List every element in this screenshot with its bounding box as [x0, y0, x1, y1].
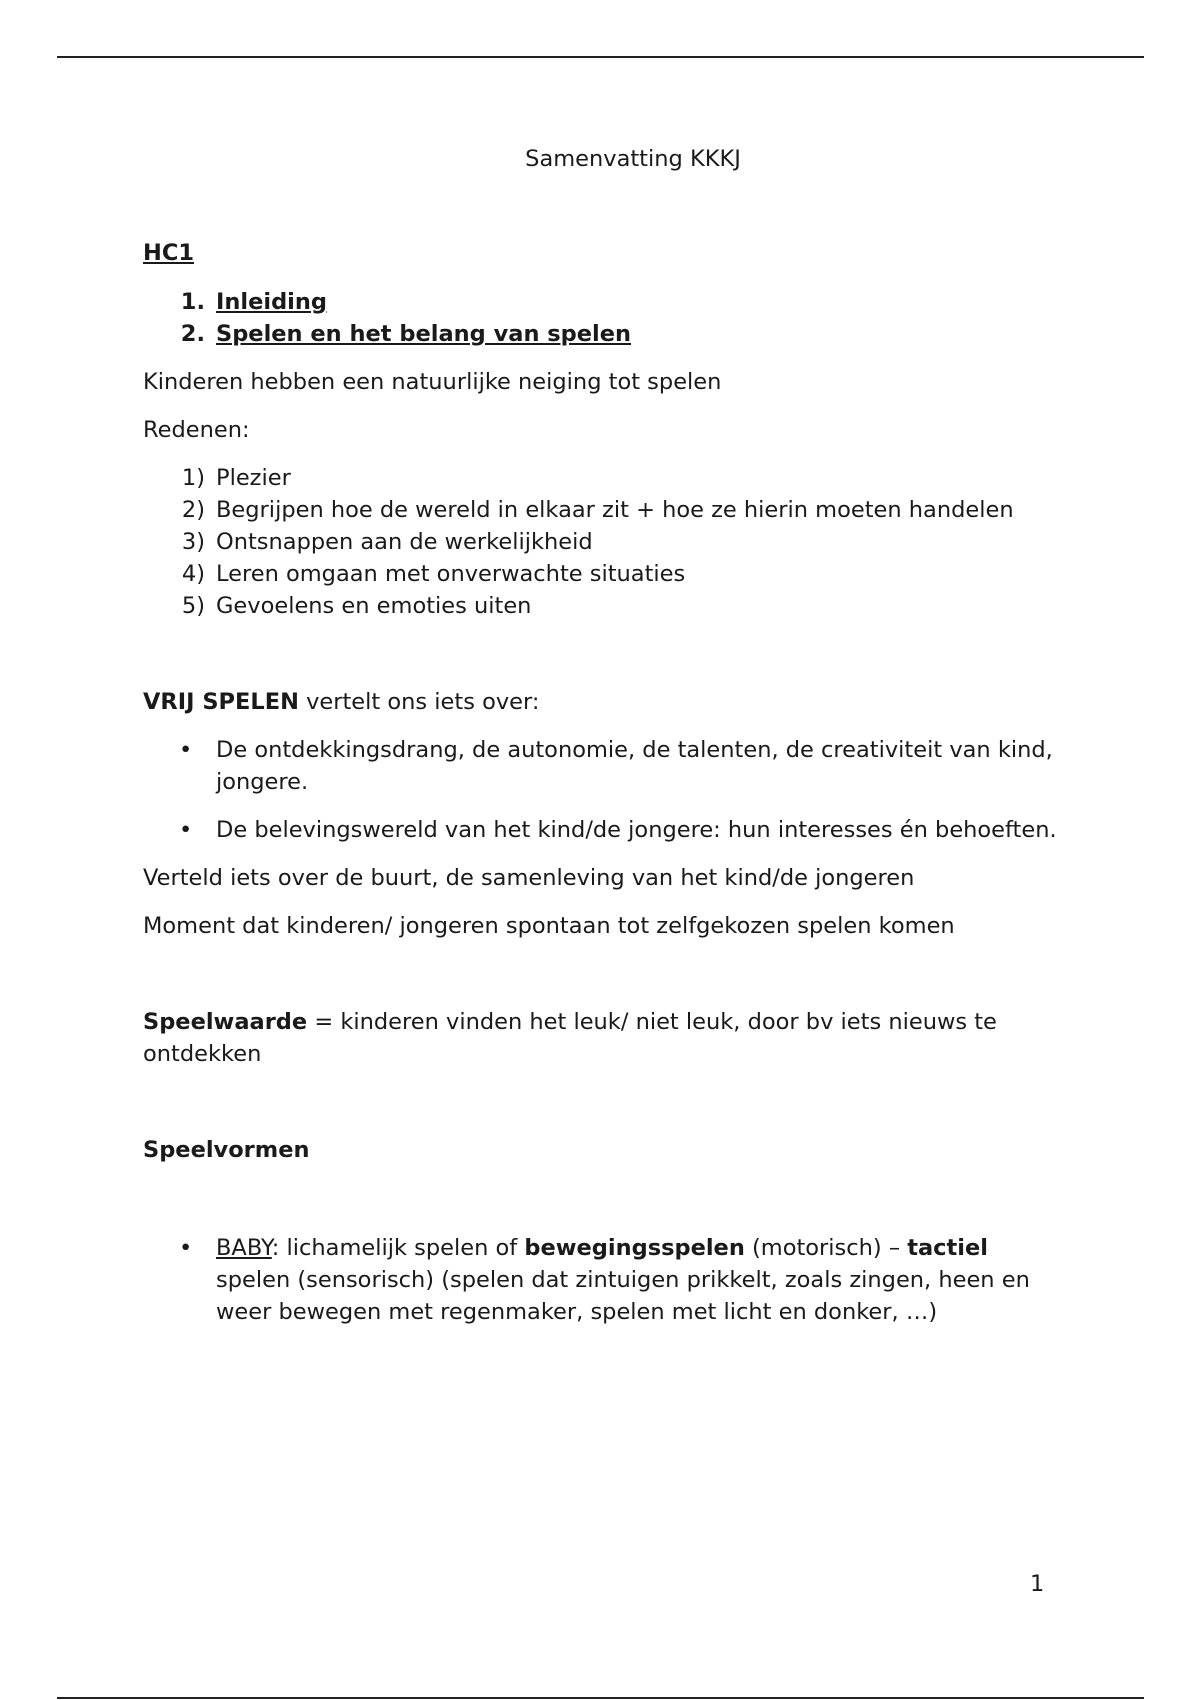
bullet-item	[143, 734, 1063, 798]
bullet-item	[143, 1232, 1063, 1328]
footer-rule	[57, 1697, 1144, 1699]
baby-bold1: bewegingsspelen	[524, 1235, 745, 1261]
reasons-list	[143, 462, 1063, 622]
section-list	[143, 286, 1063, 350]
page-content	[143, 143, 1063, 1344]
bullet-item	[143, 814, 1063, 846]
reason-text: Begrijpen hoe de wereld in elkaar zit + hoe ze hierin moeten handelen	[216, 497, 1014, 523]
vrij-spelen-paragraph	[143, 686, 1063, 718]
reason-text: Leren omgaan met onverwachte situaties	[216, 561, 686, 587]
reason-number: 5)	[181, 593, 205, 619]
section-heading-hc1: HC1	[143, 240, 194, 266]
section-item	[143, 318, 1063, 350]
reason-number: 3)	[181, 529, 205, 555]
spacer	[143, 1086, 1063, 1134]
reason-text: Ontsnappen aan de werkelijkheid	[216, 529, 593, 555]
bullet-symbol: •	[179, 817, 193, 843]
baby-text	[216, 1232, 1063, 1328]
speelwaarde-term: Speelwaarde	[143, 1009, 308, 1035]
header-rule	[57, 56, 1144, 58]
reason-item	[143, 590, 1063, 622]
section-label: Spelen en het belang van spelen	[216, 321, 632, 347]
section-number: 2.	[180, 321, 205, 347]
speelwaarde-rest: = kinderen vinden het leuk/ niet leuk, door bv iets nieuws te ontdekken	[143, 1009, 997, 1067]
vrij-spelen-term: VRIJ SPELEN	[143, 689, 299, 715]
vrij-spelen-bullets	[143, 734, 1063, 846]
reason-text: Gevoelens en emoties uiten	[216, 593, 532, 619]
section-number: 1.	[180, 289, 205, 315]
vrij-spelen-rest: vertelt ons iets over:	[298, 689, 540, 715]
bullet-symbol: •	[179, 737, 193, 763]
baby-part1: : lichamelijk spelen of	[271, 1235, 525, 1261]
reason-item	[143, 558, 1063, 590]
page-number: 1	[1030, 1571, 1045, 1597]
reason-text: Plezier	[216, 465, 291, 491]
reason-item	[143, 494, 1063, 526]
spacer	[143, 638, 1063, 686]
spacer	[143, 958, 1063, 1006]
bullet-text: De ontdekkingsdrang, de autonomie, de talenten, de creativiteit van kind, jongere.	[216, 737, 1053, 795]
reason-item	[143, 462, 1063, 494]
spacer	[143, 1182, 1063, 1232]
document-title: Samenvatting KKKJ	[525, 146, 741, 172]
speelvormen-bullets	[143, 1232, 1063, 1328]
baby-part3: spelen (sensorisch) (spelen dat zintuigen prikkelt, zoals zingen, heen en weer bewegen met regenmaker, spelen met licht en donker, …)	[216, 1267, 1030, 1325]
intro-paragraph: Kinderen hebben een natuurlijke neiging tot spelen	[143, 369, 722, 395]
baby-label: BABY	[216, 1235, 272, 1261]
bullet-symbol: •	[179, 1235, 193, 1261]
buurt-paragraph: Verteld iets over de buurt, de samenleving van het kind/de jongeren	[143, 865, 915, 891]
reasons-label: Redenen:	[143, 417, 250, 443]
section-item	[143, 286, 1063, 318]
bullet-text: De belevingswereld van het kind/de jongere: hun interesses én behoeften.	[216, 817, 1057, 843]
reason-item	[143, 526, 1063, 558]
baby-part2: (motorisch) –	[744, 1235, 908, 1261]
reason-number: 4)	[181, 561, 205, 587]
moment-paragraph: Moment dat kinderen/ jongeren spontaan tot zelfgekozen spelen komen	[143, 913, 955, 939]
reason-number: 1)	[181, 465, 205, 491]
section-label: Inleiding	[216, 289, 328, 315]
baby-bold2: tactiel	[907, 1235, 988, 1261]
reason-number: 2)	[181, 497, 205, 523]
speelvormen-heading: Speelvormen	[143, 1137, 310, 1163]
speelwaarde-paragraph	[143, 1006, 1063, 1070]
